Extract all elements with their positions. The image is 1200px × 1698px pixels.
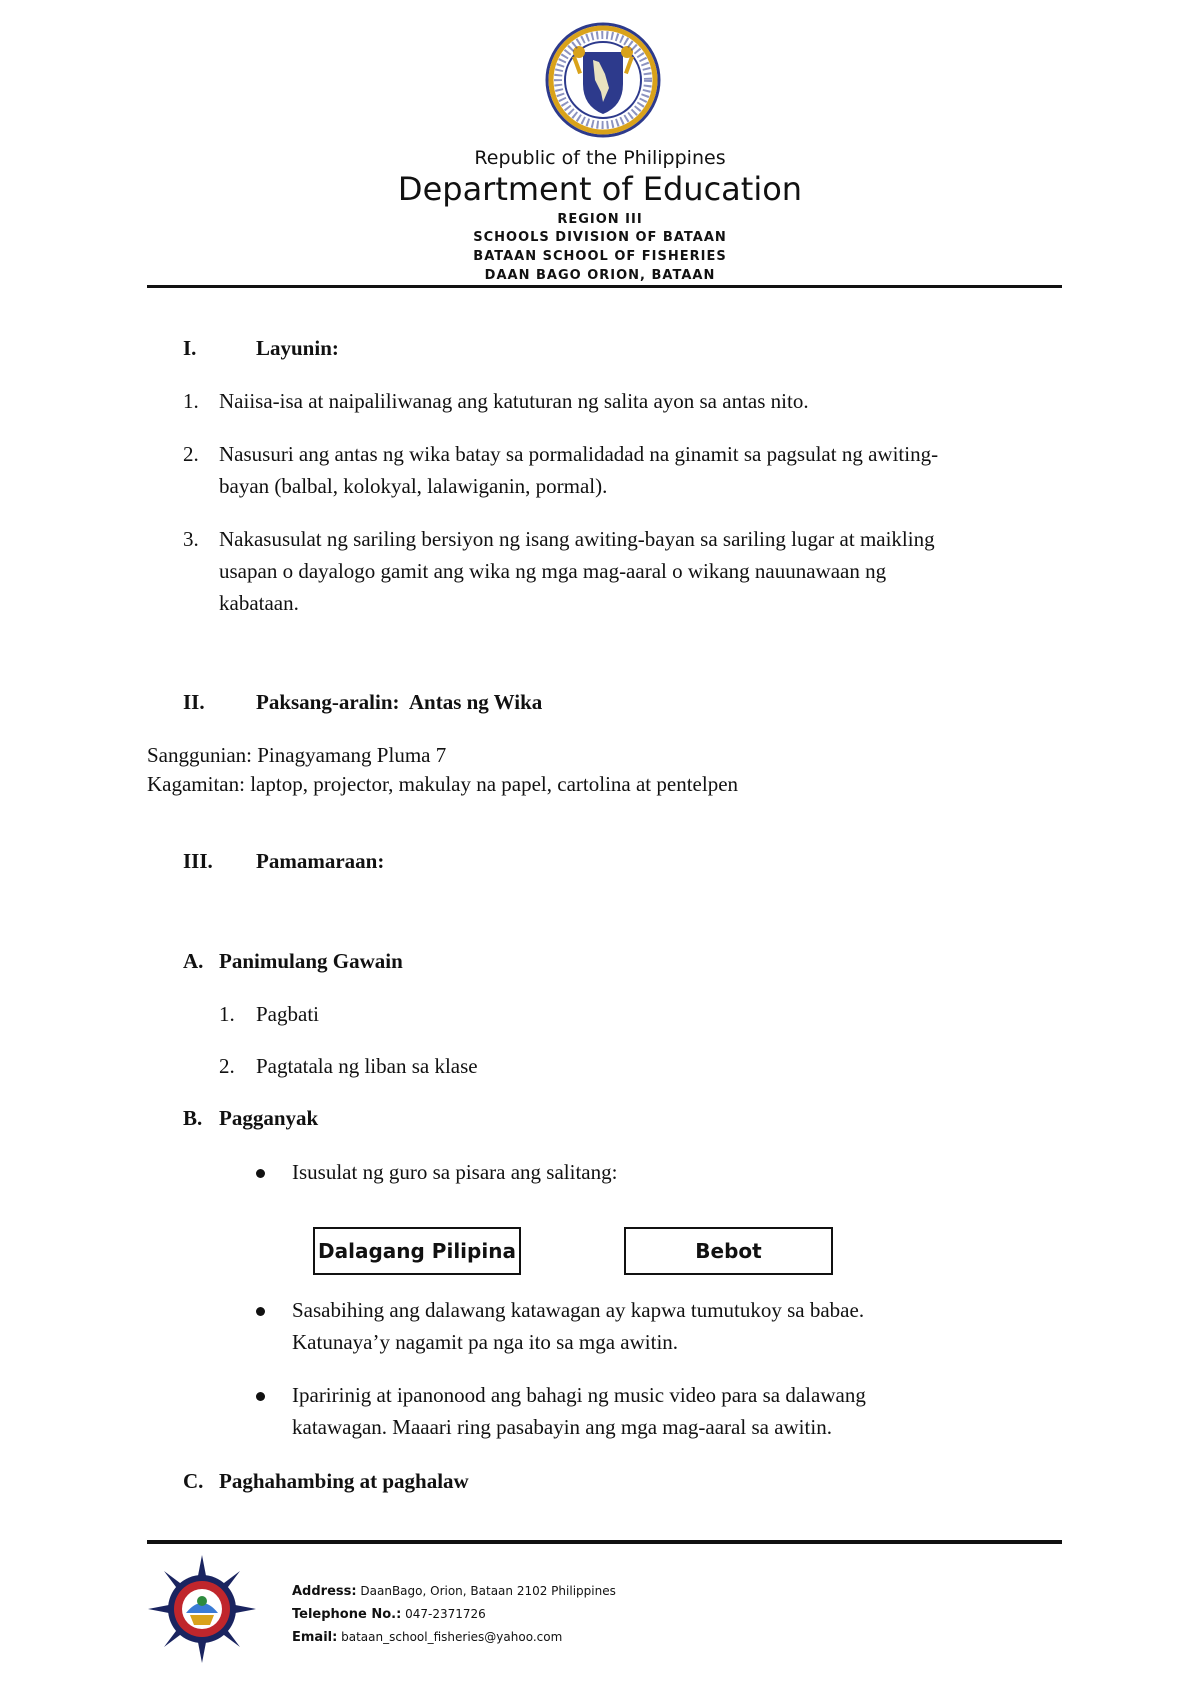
bullet-2-text-line1: Sasabihing ang dalawang katawagan ay kapwa tumutukoy sa babae. bbox=[292, 1298, 865, 1322]
a-item-1-number: 1. bbox=[219, 1002, 235, 1026]
subsection-c-title: Paghahambing at paghalaw bbox=[219, 1469, 469, 1493]
bullet-3-text-line1: Iparirinig at ipanonood ang bahagi ng music video para sa dalawang bbox=[292, 1383, 866, 1407]
a-item-1-text: Pagbati bbox=[256, 1002, 319, 1026]
section-3-title: Pamamaraan: bbox=[256, 849, 385, 873]
telephone-value: 047-2371726 bbox=[401, 1607, 486, 1621]
objective-3-number: 3. bbox=[183, 527, 199, 551]
subsection-a-title: Panimulang Gawain bbox=[219, 949, 403, 973]
a-item-2-number: 2. bbox=[219, 1054, 235, 1078]
republic-line: Republic of the Philippines bbox=[474, 147, 726, 169]
section-1-title: Layunin: bbox=[256, 336, 339, 360]
a-item-2-text: Pagtatala ng liban sa klase bbox=[256, 1054, 478, 1078]
email-label: Email: bbox=[292, 1630, 338, 1645]
address-label: Address: bbox=[292, 1584, 357, 1599]
subsection-b-title: Pagganyak bbox=[219, 1106, 319, 1130]
word-box-dalagang-pilipina: Dalagang Pilipina bbox=[313, 1227, 521, 1275]
objective-2-text-line2: bayan (balbal, kolokyal, lalawiganin, pormal). bbox=[219, 474, 608, 498]
subsection-a-letter: A. bbox=[183, 949, 204, 973]
footer-telephone bbox=[292, 1603, 486, 1626]
department-title: Department of Education bbox=[397, 170, 803, 208]
bullet-3-dot bbox=[256, 1392, 265, 1401]
bullet-3-text-line2: katawagan. Maaari ring pasabayin ang mga mag-aaral sa awitin. bbox=[292, 1415, 832, 1439]
subsection-b-letter: B. bbox=[183, 1106, 203, 1130]
footer-address bbox=[292, 1580, 616, 1603]
section-3-numeral: III. bbox=[183, 849, 213, 873]
section-1-numeral: I. bbox=[183, 336, 197, 360]
objective-2-text-line1: Nasusuri ang antas ng wika batay sa pormalidadad na ginamit sa pagsulat ng awiting- bbox=[219, 442, 939, 466]
kagamitan-line: Kagamitan: laptop, projector, makulay na papel, cartolina at pentelpen bbox=[147, 772, 739, 796]
bullet-2-dot bbox=[256, 1307, 265, 1316]
objective-2-number: 2. bbox=[183, 442, 199, 466]
location-line: DAAN BAGO ORION, BATAAN bbox=[484, 268, 716, 283]
sanggunian-line: Sanggunian: Pinagyamang Pluma 7 bbox=[147, 743, 447, 767]
objective-1-text: Naiisa-isa at naipaliliwanag ang katuturan ng salita ayon sa antas nito. bbox=[219, 389, 809, 413]
address-value: DaanBago, Orion, Bataan 2102 Philippines bbox=[356, 1584, 616, 1598]
header-divider bbox=[147, 285, 1062, 288]
section-2-title: Paksang-aralin: Antas ng Wika bbox=[256, 690, 543, 714]
section-2-numeral: II. bbox=[183, 690, 205, 714]
objective-3-text-line2: usapan o dayalogo gamit ang wika ng mga mag-aaral o wikang nauunawaan ng bbox=[219, 559, 887, 583]
bullet-2-text-line2: Katunaya’y nagamit pa nga ito sa mga awitin. bbox=[292, 1330, 679, 1354]
deped-seal bbox=[545, 22, 661, 138]
objective-1-number: 1. bbox=[183, 389, 199, 413]
objective-3-text-line1: Nakasusulat ng sariling bersiyon ng isang awiting-bayan sa sariling lugar at maikling bbox=[219, 527, 935, 551]
region-line: REGION III bbox=[557, 212, 643, 227]
bullet-1-text: Isusulat ng guro sa pisara ang salitang: bbox=[292, 1160, 618, 1184]
footer-divider bbox=[147, 1540, 1062, 1544]
school-line: BATAAN SCHOOL OF FISHERIES bbox=[473, 249, 727, 264]
footer-email bbox=[292, 1626, 562, 1649]
bullet-1-dot bbox=[256, 1169, 265, 1178]
email-value[interactable]: bataan_school_fisheries@yahoo.com bbox=[337, 1630, 563, 1644]
subsection-c-letter: C. bbox=[183, 1469, 204, 1493]
objective-3-text-line3: kabataan. bbox=[219, 591, 299, 615]
telephone-label: Telephone No.: bbox=[292, 1607, 402, 1622]
word-box-bebot: Bebot bbox=[624, 1227, 833, 1275]
school-logo bbox=[146, 1553, 258, 1665]
division-line: SCHOOLS DIVISION OF BATAAN bbox=[473, 230, 727, 245]
